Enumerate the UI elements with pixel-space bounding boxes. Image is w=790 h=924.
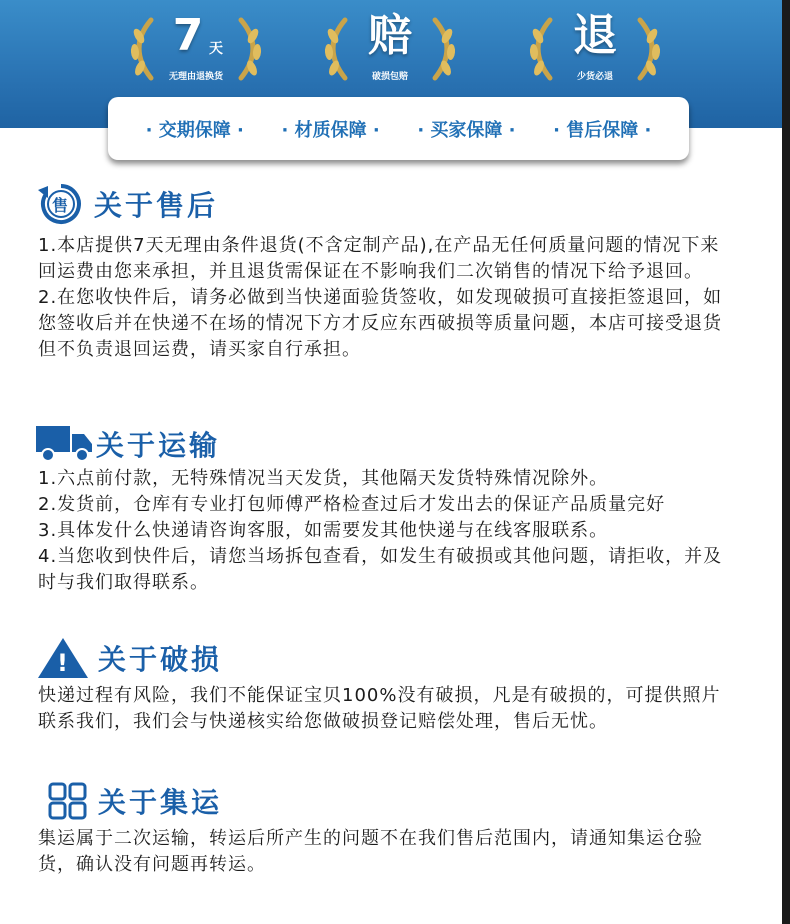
aftersale-icon bbox=[36, 182, 86, 226]
paragraph: 3.具体发什么快递请咨询客服，如需要发其他快递与在线客服联系。 bbox=[38, 520, 609, 541]
section-shipping-header bbox=[36, 422, 220, 466]
paragraph: 集运属于二次运输，转运后所产生的问题不在我们售后范围内，请通知集运仓验货，确认没有问题再转运。 bbox=[38, 828, 703, 875]
paragraph: 2.发货前，仓库有专业打包师傅严格检查过后才发出去的保证产品质量完好 bbox=[38, 494, 666, 515]
section-aftersale-body bbox=[38, 233, 738, 363]
section-shipping-title: 关于运输 bbox=[96, 429, 221, 462]
warning-icon bbox=[36, 636, 90, 680]
badge-7-day-return bbox=[121, 8, 271, 88]
paragraph: 1.本店提供7天无理由条件退货(不含定制产品),在产品无任何质量问题的情况下来回运费由您来承担，并且退货需保证在不影响我们二次销售的情况下给予退回。 bbox=[38, 235, 720, 282]
aftersale-icon-glyph: 售 bbox=[52, 196, 69, 215]
section-damage-header bbox=[36, 636, 222, 680]
section-aftersale-header bbox=[36, 182, 218, 226]
badge-caption: 无理由退换货 bbox=[168, 72, 223, 82]
badge-big-text: 7 bbox=[172, 10, 204, 61]
right-edge bbox=[782, 0, 790, 924]
badge-missing-refund bbox=[520, 8, 670, 88]
paragraph: 快递过程有风险，我们不能保证宝贝100%没有破损，凡是有破损的，可提供照片联系我们，我们会与快递核实给您做破损登记赔偿处理，售后无忧。 bbox=[38, 685, 721, 732]
warning-icon-glyph: ! bbox=[57, 649, 68, 677]
guarantee-delivery: · 交期保障 · bbox=[145, 119, 244, 141]
badge-caption: 破损包赔 bbox=[371, 72, 408, 82]
section-damage-title: 关于破损 bbox=[98, 643, 223, 676]
badge-caption: 少货必退 bbox=[576, 72, 613, 82]
grid-icon bbox=[36, 779, 90, 823]
paragraph: 1.六点前付款，无特殊情况当天发货，其他隔天发货特殊情况除外。 bbox=[38, 468, 609, 489]
badge-big-text: 赔 bbox=[368, 10, 412, 61]
section-consolidation-title: 关于集运 bbox=[98, 786, 223, 819]
truck-icon bbox=[36, 422, 94, 466]
section-shipping-body bbox=[38, 466, 738, 596]
badge-big-text: 退 bbox=[573, 10, 617, 61]
section-damage-body bbox=[38, 683, 738, 735]
guarantee-bar bbox=[108, 97, 689, 160]
guarantee-buyer: · 买家保障 · bbox=[417, 119, 516, 141]
paragraph: 2.在您收快件后，请务必做到当快递面验货签收，如发现破损可直接拒签退回，如您签收后并在快递不在场的情况下方才反应东西破损等质量问题，本店可接受退货但不负责退回运费，请买家自行承担。 bbox=[38, 287, 723, 360]
badge-damage-compensation bbox=[315, 8, 465, 88]
guarantee-aftersale: · 售后保障 · bbox=[553, 119, 652, 141]
section-consolidation-header bbox=[36, 779, 222, 823]
paragraph: 4.当您收到快件后，请您当场拆包查看，如发生有破损或其他问题，请拒收，并及时与我们取得联系。 bbox=[38, 546, 723, 593]
guarantee-material: · 材质保障 · bbox=[281, 119, 380, 141]
section-aftersale-title: 关于售后 bbox=[94, 189, 219, 222]
badge-day-text: 天 bbox=[209, 41, 223, 57]
section-consolidation-body bbox=[38, 826, 738, 878]
